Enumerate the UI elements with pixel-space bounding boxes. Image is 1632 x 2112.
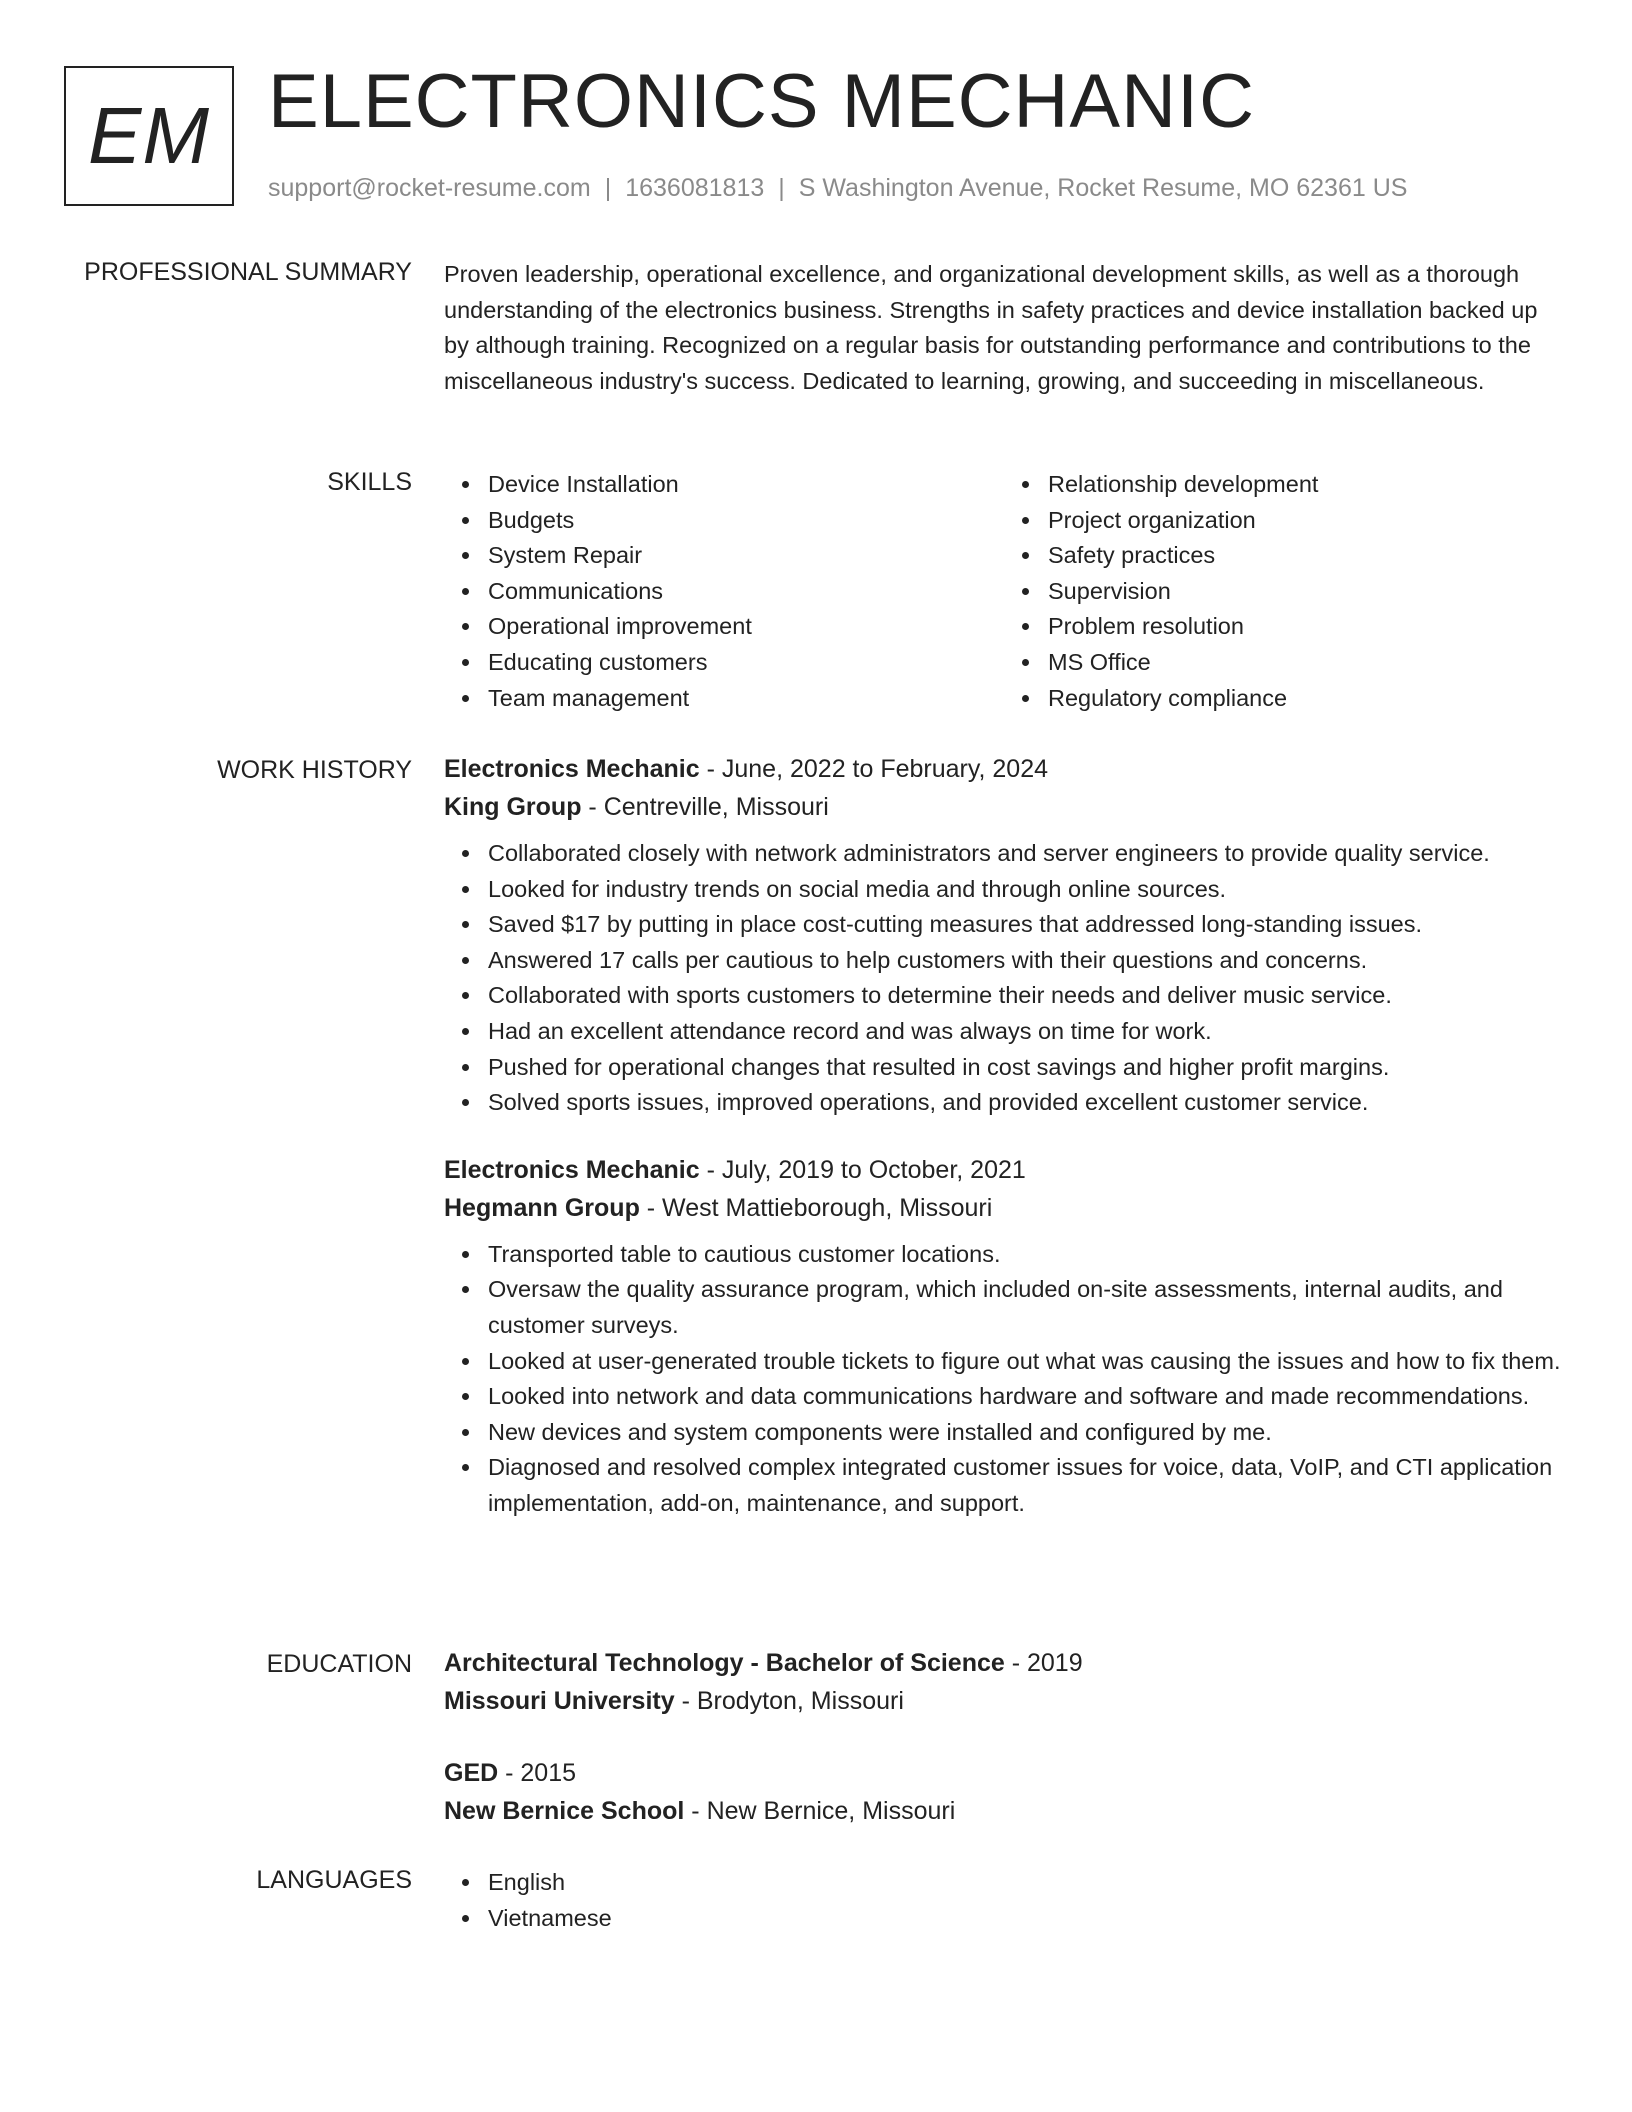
job-title: Electronics Mechanic xyxy=(444,755,700,783)
skill-item: Operational improvement xyxy=(488,609,1004,645)
job-bullets xyxy=(444,1237,1564,1522)
skill-item: System Repair xyxy=(488,538,1004,574)
job-bullet: Diagnosed and resolved complex integrated customer issues for voice, data, VoIP, and CTI application implementation, add-on, maintenance, and support. xyxy=(488,1450,1564,1521)
work-history-heading: WORK HISTORY xyxy=(217,756,412,784)
job-bullet: Saved $17 by putting in place cost-cutting measures that addressed long-standing issues. xyxy=(488,907,1564,943)
education-entry xyxy=(444,1754,1564,1830)
education-school-line xyxy=(444,1792,1564,1830)
job-bullet: Collaborated with sports customers to determine their needs and deliver music service. xyxy=(488,978,1564,1014)
skill-item: MS Office xyxy=(1048,645,1564,681)
skill-item: Device Installation xyxy=(488,467,1004,503)
resume-name: ELECTRONICS MECHANIC xyxy=(268,59,1255,144)
job-bullet: Oversaw the quality assurance program, which included on-site assessments, internal audits, and customer surveys. xyxy=(488,1272,1564,1343)
job-company: Hegmann Group xyxy=(444,1193,640,1222)
education-school: New Bernice School xyxy=(444,1797,685,1825)
language-item: English xyxy=(488,1865,1564,1901)
skills-list-left xyxy=(444,467,1004,716)
job-bullet: Looked into network and data communications hardware and software and made recommendations. xyxy=(488,1379,1564,1415)
job-title-line xyxy=(444,1151,1564,1189)
languages-heading: LANGUAGES xyxy=(256,1866,412,1894)
monogram-logo: EM xyxy=(64,66,234,206)
language-item: Vietnamese xyxy=(488,1901,1564,1937)
job-bullet: Collaborated closely with network administrators and server engineers to provide quality service. xyxy=(488,836,1564,872)
skill-item: Project organization xyxy=(1048,503,1564,539)
skill-item: Problem resolution xyxy=(1048,609,1564,645)
job-bullet: Looked at user-generated trouble tickets to figure out what was causing the issues and how to fix them. xyxy=(488,1344,1564,1380)
job-bullet: Transported table to cautious customer locations. xyxy=(488,1237,1564,1273)
summary-text: Proven leadership, operational excellence, and organizational development skills, as well as a thorough understanding of the electronics business. Strengths in safety practices and device installation backed up by although training. Recognized on a regular basis for outstanding performance and contributions to the miscellaneous industry's success. Dedicated to learning, growing, and succeeding in miscellaneous. xyxy=(444,261,1538,394)
skills-section xyxy=(444,467,1564,716)
education-degree-line xyxy=(444,1754,1564,1792)
contact-email: support@rocket-resume.com xyxy=(268,174,591,202)
skill-item: Regulatory compliance xyxy=(1048,681,1564,717)
contact-line xyxy=(268,174,1407,203)
summary-heading: PROFESSIONAL SUMMARY xyxy=(84,258,412,286)
job-bullet: New devices and system components were installed and configured by me. xyxy=(488,1415,1564,1451)
job-title: Electronics Mechanic xyxy=(444,1155,700,1184)
job-bullet: Answered 17 calls per cautious to help customers with their questions and concerns. xyxy=(488,943,1564,979)
languages-section xyxy=(444,1865,1564,1936)
education-year: - 2019 xyxy=(1004,1649,1083,1677)
skill-item: Budgets xyxy=(488,503,1004,539)
job-company: King Group xyxy=(444,793,582,821)
contact-phone: 1636081813 xyxy=(625,174,765,202)
education-heading: EDUCATION xyxy=(266,1650,412,1678)
job-bullet: Had an excellent attendance record and was always on time for work. xyxy=(488,1014,1564,1050)
skill-item: Communications xyxy=(488,574,1004,610)
education-school: Missouri University xyxy=(444,1687,675,1715)
education-degree-line xyxy=(444,1644,1564,1682)
job-bullet: Looked for industry trends on social media and through online sources. xyxy=(488,872,1564,908)
job-bullets xyxy=(444,836,1564,1121)
summary-section xyxy=(444,257,1564,399)
job-dates: - June, 2022 to February, 2024 xyxy=(699,755,1049,783)
contact-separator: | xyxy=(778,174,785,202)
skills-heading: SKILLS xyxy=(327,468,412,496)
job-company-line xyxy=(444,788,1564,826)
education-location: - New Bernice, Missouri xyxy=(684,1797,956,1825)
job-entry xyxy=(444,1151,1564,1522)
job-location: - West Mattieborough, Missouri xyxy=(639,1193,993,1222)
education-year: - 2015 xyxy=(498,1759,577,1787)
contact-separator: | xyxy=(604,174,612,202)
education-degree: Architectural Technology - Bachelor of Science xyxy=(444,1649,1005,1677)
job-entry xyxy=(444,750,1564,1121)
skills-list-right xyxy=(1004,467,1564,716)
skill-item: Educating customers xyxy=(488,645,1004,681)
education-school-line xyxy=(444,1682,1564,1720)
job-bullet: Solved sports issues, improved operations, and provided excellent customer service. xyxy=(488,1085,1564,1121)
languages-list xyxy=(444,1865,1564,1936)
job-company-line xyxy=(444,1189,1564,1227)
contact-address: S Washington Avenue, Rocket Resume, MO 62361 US xyxy=(798,174,1408,202)
job-title-line xyxy=(444,750,1564,788)
work-history-section xyxy=(444,750,1564,1522)
education-section xyxy=(444,1644,1564,1830)
skill-item: Team management xyxy=(488,681,1004,717)
job-dates: - July, 2019 to October, 2021 xyxy=(699,1155,1026,1184)
job-location: - Centreville, Missouri xyxy=(581,793,829,821)
job-bullet: Pushed for operational changes that resulted in cost savings and higher profit margins. xyxy=(488,1050,1564,1086)
education-degree: GED xyxy=(444,1759,499,1787)
skill-item: Relationship development xyxy=(1048,467,1564,503)
education-entry xyxy=(444,1644,1564,1720)
skill-item: Supervision xyxy=(1048,574,1564,610)
skill-item: Safety practices xyxy=(1048,538,1564,574)
education-location: - Brodyton, Missouri xyxy=(674,1687,904,1715)
